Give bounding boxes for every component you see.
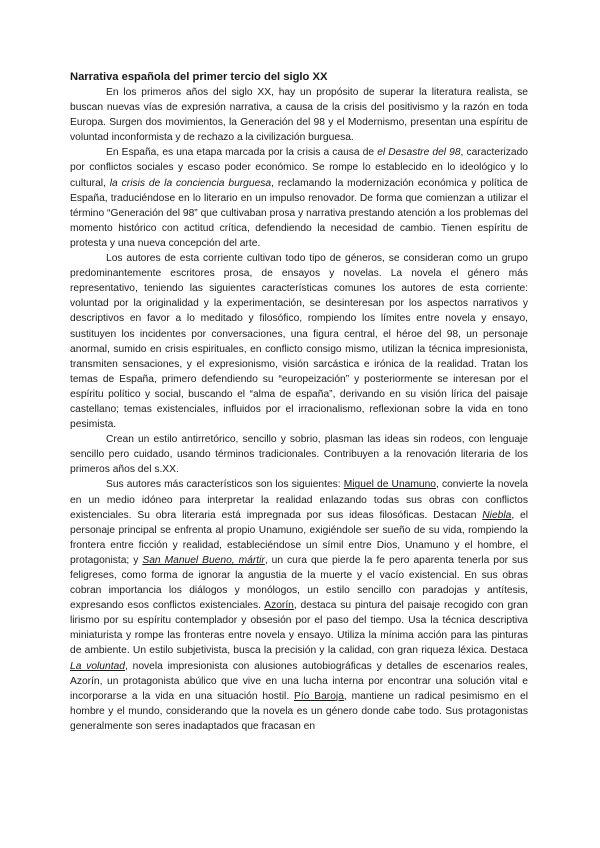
text-segment: , reclamando la modernización económica y política de España, traduciéndose en lo literario en un impulso renovador. De forma que comienzan a utilizar el término “Generación del 98” que cultivaban prosa y narrativa prestando atención a los problemas del momento histórico con actitud crítica, defendiendo la necesidad de cambio. Tienen espíritu de protesta y una nueva concepción del arte. — [70, 177, 528, 249]
text-segment: Sus autores más característicos son los siguientes: — [106, 479, 344, 491]
emphasis-crisis-conciencia: la crisis de la conciencia burguesa — [109, 177, 272, 189]
link-pio-baroja[interactable]: Pío Baroja — [294, 690, 344, 702]
text-segment: , caracterizado por conflictos sociales y escaso poder económico. Se rompe lo establecido en lo ideológico y lo cultural, — [70, 147, 528, 189]
link-azorin[interactable]: Azorín — [264, 600, 294, 612]
text-segment: , destaca su pintura del paisaje recogido con gran lirismo por su espíritu contemplador y obsesión por el paso del tiempo. Usa la técnica descriptiva miniaturista y rompe las fronteras entre novela y ensayo. Utiliza la mínima acción para las pinturas de ambiente. Un estilo subjetivista, busca la precisión y la calidad, con gran riqueza léxica. Destaca — [70, 600, 528, 657]
text-segment: , un cura que pierde la fe pero aparenta tenerla por sus feligreses, como forma de ignorar la angustia de la muerte y el vacío existencial. En sus obras cobran importancia los diálogos y monólogos, un estilo sencillo con paradojas y antítesis, expresando esos conflictos existenciales. — [70, 554, 528, 612]
document-page — [70, 70, 528, 734]
paragraph-style: Crean un estilo antirretórico, sencillo y sobrio, plasman las ideas sin rodeos, con lenguaje sencillo pero cuidado, usando términos tradicionales. Contribuyen a la renovación literaria de los primeros años del s.XX. — [70, 434, 528, 476]
paragraph-intro: En los primeros años del siglo XX, hay un propósito de superar la literatura realista, se buscan nuevas vías de expresión narrativa, a causa de la crisis del positivismo y la razón en toda Europa. Surgen dos movimientos, la Generación del 98 y el Modernismo, presentan una espíritu de voluntad inconformista y de rechazo a la civilización burguesa. — [70, 87, 528, 144]
text-segment: , convierte la novela en un medio idóneo para interpretar la realidad enlazando todas sus obras con conflictos existenciales. Su obra literaria está impregnada por sus ideas filosóficas. Destacan — [70, 479, 528, 521]
text-segment: , el personaje principal se enfrenta al propio Unamuno, exigiéndole ser sueño de su vida, rompiendo la frontera entre ficción y realidad, estableciéndose un símil entre Dios, Unamuno y el hombre, el protagonista; y — [70, 509, 528, 566]
link-san-manuel-bueno-martir[interactable]: San Manuel Bueno, mártir — [142, 554, 265, 566]
text-segment: , novela impresionista con alusiones autobiográficas y detalles de escenarios reales, Azorín, un protagonista abúlico que vive en una lucha interna por encontrar una solución vital e incorporarse a la vida en una situación hostil. — [70, 660, 528, 702]
link-miguel-de-unamuno[interactable]: Miguel de Unamuno — [343, 479, 437, 491]
link-niebla[interactable]: Niebla — [482, 509, 512, 521]
text-segment: En España, es una etapa marcada por la crisis a causa de — [106, 147, 378, 159]
paragraph-authors — [70, 477, 528, 734]
link-la-voluntad[interactable]: La voluntad — [70, 660, 125, 672]
paragraph-characteristics: Los autores de esta corriente cultivan todo tipo de géneros, se consideran como un grupo predominantemente escritores prosa, de ensayos y novelas. La novela el género más representativo, teniendo las siguientes características comunes los autores de esta corriente: voluntad por la originalidad y la experimentación, se desinteresan por los aspectos narrativos y descriptivos en favor a lo meditado y filosófico, rompiendo los límites entre novela y ensayo, sustituyen los incidentes por conversaciones, una figura central, el héroe del 98, un personaje anormal, sumido en crisis espirituales, en conflicto consigo mismo, utilizan la técnica impresionista, transmiten sensaciones, y el expresionismo, visión sarcástica e irónica de la realidad. Tratan los temas de España, primero defendiendo su “europeización” y posteriormente se interesan por el espíritu político y social, buscando el “alma de españa”, derivando en su visión lírica del paisaje castellano; temas existenciales, influidos por el irracionalismo, reflexionan sobre la vida en tono pesimista. — [70, 253, 528, 431]
text-segment: , mantiene un radical pesimismo en el hombre y el mundo, considerando que la novela es un género donde cabe todo. Sus protagonistas generalmente son seres inadaptados que fracasan en — [70, 690, 529, 732]
document-title: Narrativa española del primer tercio del siglo XX — [70, 71, 328, 83]
paragraph-context — [70, 145, 528, 251]
emphasis-desastre: el Desastre del 98 — [377, 147, 461, 159]
